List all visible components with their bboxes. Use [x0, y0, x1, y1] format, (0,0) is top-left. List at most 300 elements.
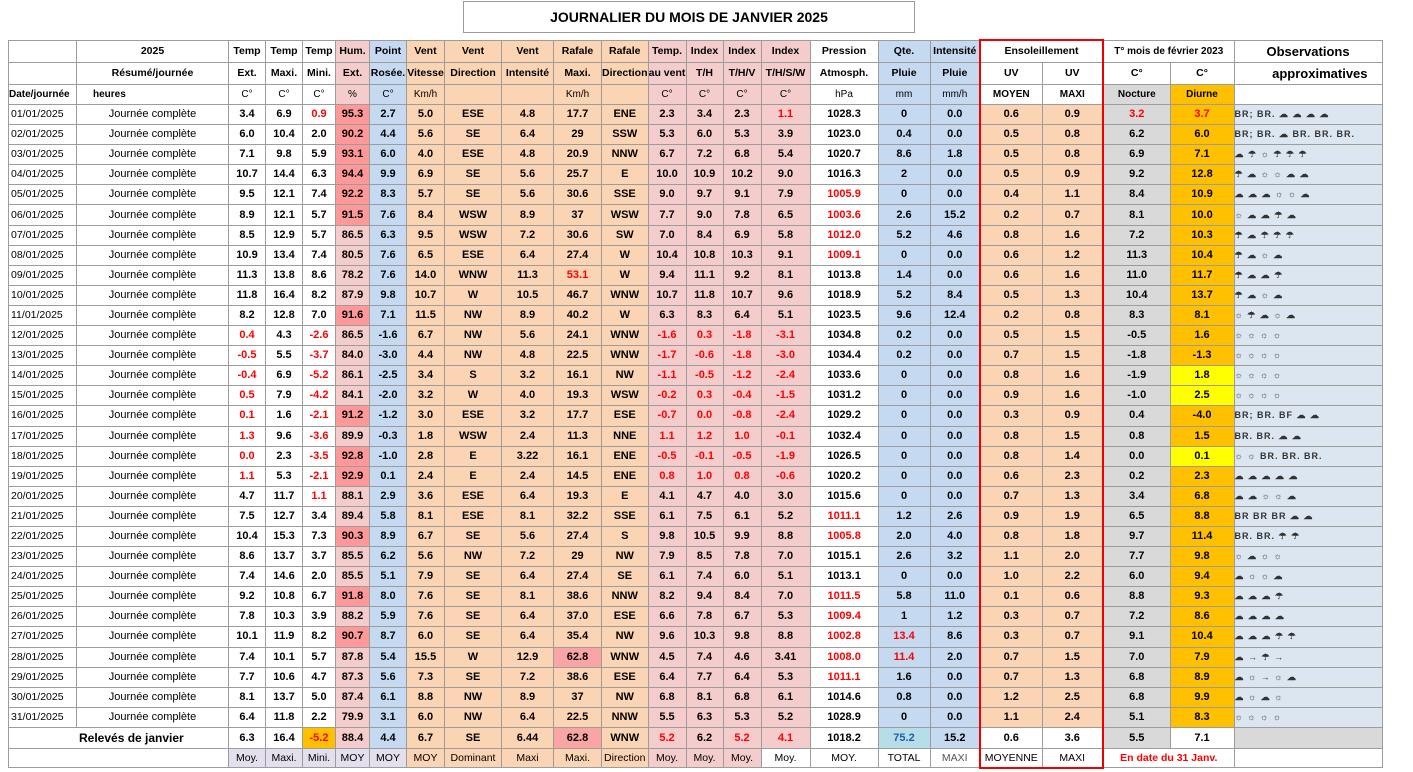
row-value: 0.9 [980, 386, 1042, 406]
row-value: 8.2 [303, 285, 336, 305]
row-value: 0.0 [930, 466, 980, 486]
row-date: 11/01/2025 [9, 305, 77, 325]
table-row [9, 506, 1383, 526]
row-value: 8.9 [502, 205, 554, 225]
row-value: W [602, 245, 649, 265]
header-cell: Résumé/journée [77, 63, 229, 85]
row-value: 1005.8 [810, 526, 878, 546]
row-value: 0.0 [930, 105, 980, 125]
row-value: 8.9 [502, 305, 554, 325]
row-value: 0.8 [980, 426, 1042, 446]
row-value: 1015.6 [810, 486, 878, 506]
row-value: 3.0 [407, 406, 445, 426]
row-value: 7.7 [648, 205, 686, 225]
header-cell: Qte. [878, 40, 930, 63]
row-value: E [445, 446, 502, 466]
row-value: -1.5 [761, 386, 810, 406]
row-value: 7.9 [761, 185, 810, 205]
row-value: -1.6 [370, 326, 407, 346]
row-value: 4.6 [723, 647, 761, 667]
table-row [9, 386, 1383, 406]
row-value: 5.7 [303, 225, 336, 245]
row-value: 0.6 [980, 245, 1042, 265]
table-row [9, 245, 1383, 265]
row-value: 0 [878, 406, 930, 426]
row-value: 1.6 [1042, 265, 1103, 285]
summary-value: 75.2 [878, 727, 930, 748]
row-value: 0.9 [1042, 406, 1103, 426]
row-value: 92.2 [336, 185, 370, 205]
row-value: 25.7 [554, 165, 602, 185]
table-row [9, 647, 1383, 667]
row-value: 3.0 [761, 486, 810, 506]
header-cell: UV [1042, 63, 1103, 85]
row-value: 85.5 [336, 567, 370, 587]
row-value: 1.2 [878, 506, 930, 526]
observation-icons: ☁ ☁ ☁ ☼ ☼ ☁ [1234, 185, 1382, 205]
empty-cell [1234, 748, 1382, 768]
header-cell: Intensité [930, 40, 980, 63]
row-value: 6.1 [761, 687, 810, 707]
row-value: 5.7 [303, 205, 336, 225]
header-row-2 [9, 63, 1383, 85]
row-value: 6.0 [1103, 567, 1170, 587]
row-value: 22.5 [554, 346, 602, 366]
row-date: 25/01/2025 [9, 587, 77, 607]
row-value: 6.8 [1103, 687, 1170, 707]
row-value: 91.2 [336, 406, 370, 426]
row-day-label: Journée complète [77, 125, 229, 145]
row-value: SE [445, 667, 502, 687]
row-value: 10.9 [686, 165, 723, 185]
row-date: 17/01/2025 [9, 426, 77, 446]
row-value: 8.1 [502, 587, 554, 607]
header-cell: % [336, 85, 370, 105]
row-value: 2.4 [407, 466, 445, 486]
observation-icons: ☁ ☁ ☁ ☂ [1234, 587, 1382, 607]
table-row [9, 587, 1383, 607]
header-cell: C° [229, 85, 266, 105]
row-date: 20/01/2025 [9, 486, 77, 506]
row-value: 91.6 [336, 305, 370, 325]
header-cell: hPa [810, 85, 878, 105]
row-value: 5.3 [723, 707, 761, 727]
row-value: 2.5 [1042, 687, 1103, 707]
row-value: SE [445, 125, 502, 145]
header-cell: T/H/S/W [761, 63, 810, 85]
row-value: 6.0 [723, 567, 761, 587]
row-value: 1.3 [1042, 667, 1103, 687]
row-value: 8.3 [686, 305, 723, 325]
row-value: 1.2 [1042, 245, 1103, 265]
summary-value: -5.2 [303, 727, 336, 748]
row-value: 1028.3 [810, 105, 878, 125]
row-value: 5.5 [266, 346, 303, 366]
row-value: 6.8 [648, 687, 686, 707]
row-value: 0.9 [1042, 165, 1103, 185]
row-day-label: Journée complète [77, 285, 229, 305]
row-value: 8.4 [723, 587, 761, 607]
row-value: 1.6 [1042, 366, 1103, 386]
row-value: 7.6 [370, 205, 407, 225]
row-value: 9.0 [761, 165, 810, 185]
header-cell: T/H/V [723, 63, 761, 85]
row-value: WNW [445, 265, 502, 285]
row-value: 2.3 [723, 105, 761, 125]
summary-value: 4.1 [761, 727, 810, 748]
row-value: 6.4 [723, 305, 761, 325]
row-value: 4.0 [723, 486, 761, 506]
table-row [9, 687, 1383, 707]
unit-label: MAXI [1042, 748, 1103, 768]
header-cell: C° [266, 85, 303, 105]
row-value: 2.3 [266, 446, 303, 466]
row-value: 6.9 [266, 105, 303, 125]
row-value: 3.4 [407, 366, 445, 386]
row-value: 5.3 [761, 607, 810, 627]
observation-icons: ☼ ☼ ☼ ☼ [1234, 346, 1382, 366]
observation-icons: ☂ ☁ ☼ ☼ ☁ ☁ [1234, 165, 1382, 185]
row-value: SE [445, 567, 502, 587]
summary-value: 62.8 [554, 727, 602, 748]
row-value: 6.8 [723, 687, 761, 707]
row-value: 11.3 [502, 265, 554, 285]
row-value: 0.0 [930, 346, 980, 366]
observation-icons: ☼ ☁ ☼ ☼ [1234, 547, 1382, 567]
row-value: WNW [602, 326, 649, 346]
table-row [9, 305, 1383, 325]
row-value: 15.2 [930, 205, 980, 225]
row-value: 87.3 [336, 667, 370, 687]
row-day-label: Journée complète [77, 707, 229, 727]
row-value: 5.1 [761, 567, 810, 587]
row-value: 5.8 [761, 225, 810, 245]
row-day-label: Journée complète [77, 526, 229, 546]
observation-icons: ☁ ☁ ☁ ☂ ☂ [1234, 627, 1382, 647]
observation-icons: ☁ ☼ ☁ ☼ [1234, 687, 1382, 707]
row-value: 90.3 [336, 526, 370, 546]
row-value: 84.1 [336, 386, 370, 406]
row-value: 89.9 [336, 426, 370, 446]
row-value: 13.7 [266, 547, 303, 567]
header-cell [445, 85, 502, 105]
header-cell: Nocture [1103, 85, 1170, 105]
row-value: 1.5 [1042, 346, 1103, 366]
row-value: 9.8 [266, 145, 303, 165]
row-value: 6.6 [648, 607, 686, 627]
row-value: -1.9 [761, 446, 810, 466]
row-value: 8.2 [303, 627, 336, 647]
row-day-label: Journée complète [77, 265, 229, 285]
row-value: 2.4 [502, 466, 554, 486]
row-value: 0 [878, 466, 930, 486]
header-cell: Maxi. [554, 63, 602, 85]
row-value: 10.5 [686, 526, 723, 546]
observation-icons: ☼ ☼ ☼ ☼ [1234, 707, 1382, 727]
row-value: 29 [554, 547, 602, 567]
row-value: 8.6 [878, 145, 930, 165]
observation-icons: ☁ ☁ ☁ ☁ [1234, 607, 1382, 627]
row-value: 5.1 [761, 305, 810, 325]
row-value: 0.0 [930, 707, 980, 727]
row-value: 2.0 [1042, 547, 1103, 567]
unit-label: MOY. [810, 748, 878, 768]
row-value: 8.9 [1170, 667, 1234, 687]
row-value: 8.3 [1103, 305, 1170, 325]
row-value: 9.2 [723, 265, 761, 285]
row-value: 6.4 [502, 245, 554, 265]
row-value: 6.9 [407, 165, 445, 185]
row-value: 1.1 [648, 426, 686, 446]
row-value: 27.4 [554, 245, 602, 265]
row-value: 0.8 [1042, 125, 1103, 145]
row-date: 15/01/2025 [9, 386, 77, 406]
row-value: 9.8 [648, 526, 686, 546]
row-value: 89.4 [336, 506, 370, 526]
row-value: 1012.0 [810, 225, 878, 245]
row-value: 0 [878, 366, 930, 386]
row-value: 4.0 [407, 145, 445, 165]
row-value: 0.0 [930, 326, 980, 346]
row-value: 16.1 [554, 446, 602, 466]
row-value: 94.4 [336, 165, 370, 185]
row-value: 4.7 [303, 667, 336, 687]
table-row [9, 406, 1383, 426]
row-value: 5.6 [502, 526, 554, 546]
header-cell: Pluie [930, 63, 980, 85]
row-value: NW [445, 346, 502, 366]
row-value: 5.9 [370, 607, 407, 627]
row-value: 6.4 [502, 567, 554, 587]
unit-label: MOYENNE [980, 748, 1042, 768]
row-value: 1.8 [1170, 366, 1234, 386]
row-value: 2.7 [370, 105, 407, 125]
row-value: 9.4 [1170, 567, 1234, 587]
row-value: 3.2 [930, 547, 980, 567]
row-value: 9.6 [266, 426, 303, 446]
row-value: -1.6 [648, 326, 686, 346]
row-value: 7.0 [1103, 647, 1170, 667]
header-cell: C° [723, 85, 761, 105]
row-value: -1.0 [1103, 386, 1170, 406]
row-value: 1020.2 [810, 466, 878, 486]
summary-row [9, 727, 1383, 748]
header-cell: UV [980, 63, 1042, 85]
row-value: 0.0 [930, 667, 980, 687]
row-value: 9.9 [370, 165, 407, 185]
row-value: -3.6 [303, 426, 336, 446]
header-cell: Temp [303, 40, 336, 63]
row-value: 11.8 [686, 285, 723, 305]
row-value: 7.9 [648, 547, 686, 567]
row-value: SE [445, 627, 502, 647]
row-value: 79.9 [336, 707, 370, 727]
unit-label: Maxi. [266, 748, 303, 768]
row-value: 6.5 [1103, 506, 1170, 526]
row-value: 3.2 [502, 366, 554, 386]
row-value: 6.3 [686, 707, 723, 727]
row-date: 06/01/2025 [9, 205, 77, 225]
row-value: 11.3 [554, 426, 602, 446]
row-value: 8.6 [930, 627, 980, 647]
row-value: 5.1 [370, 567, 407, 587]
row-value: 0.8 [878, 687, 930, 707]
row-value: 6.2 [370, 547, 407, 567]
row-value: 1.5 [1042, 326, 1103, 346]
row-value: 8.8 [1103, 587, 1170, 607]
row-value: 1.1 [229, 466, 266, 486]
row-day-label: Journée complète [77, 627, 229, 647]
row-value: NNE [602, 426, 649, 446]
row-date: 23/01/2025 [9, 547, 77, 567]
row-date: 07/01/2025 [9, 225, 77, 245]
row-value: 5.7 [303, 647, 336, 667]
header-cell [502, 85, 554, 105]
observation-icons: ☼ ☼ ☼ ☼ [1234, 326, 1382, 346]
row-value: 10.3 [686, 627, 723, 647]
row-value: 7.8 [723, 205, 761, 225]
summary-value: 5.5 [1103, 727, 1170, 748]
row-value: 7.0 [303, 305, 336, 325]
row-value: 0.0 [930, 406, 980, 426]
row-value: ESE [445, 245, 502, 265]
row-value: -0.5 [686, 366, 723, 386]
row-value: -0.6 [686, 346, 723, 366]
row-value: 1.1 [1042, 185, 1103, 205]
row-value: 10.6 [266, 667, 303, 687]
row-value: 1020.7 [810, 145, 878, 165]
row-value: 86.5 [336, 326, 370, 346]
row-value: 2.2 [303, 707, 336, 727]
row-day-label: Journée complète [77, 105, 229, 125]
row-value: 0 [878, 486, 930, 506]
row-value: 0.6 [1042, 587, 1103, 607]
row-date: 13/01/2025 [9, 346, 77, 366]
row-value: 10.9 [229, 245, 266, 265]
row-value: 14.0 [407, 265, 445, 285]
row-value: 92.9 [336, 466, 370, 486]
row-value: 1009.1 [810, 245, 878, 265]
page-title: JOURNALIER DU MOIS DE JANVIER 2025 [463, 1, 915, 33]
row-value: 10.7 [229, 165, 266, 185]
row-value: 10.3 [266, 607, 303, 627]
row-value: 3.2 [407, 386, 445, 406]
table-row [9, 225, 1383, 245]
row-value: 9.4 [648, 265, 686, 285]
row-value: WNW [602, 647, 649, 667]
row-value: 9.6 [878, 305, 930, 325]
row-value: WSW [445, 205, 502, 225]
row-value: 1.0 [686, 466, 723, 486]
row-value: 15.5 [407, 647, 445, 667]
row-value: 1031.2 [810, 386, 878, 406]
row-value: 2.0 [303, 567, 336, 587]
row-date: 08/01/2025 [9, 245, 77, 265]
row-value: 7.0 [761, 587, 810, 607]
row-value: -1.8 [723, 346, 761, 366]
row-value: 3.6 [407, 486, 445, 506]
row-value: -0.6 [761, 466, 810, 486]
row-value: 5.4 [761, 145, 810, 165]
row-value: 62.8 [554, 647, 602, 667]
summary-value: 3.6 [1042, 727, 1103, 748]
header-cell [1234, 85, 1382, 105]
header-cell: C° [648, 85, 686, 105]
row-value: 27.4 [554, 526, 602, 546]
row-value: 1013.8 [810, 265, 878, 285]
row-value: SE [445, 587, 502, 607]
observation-icons: BR BR BR ☁ ☁ [1234, 506, 1382, 526]
row-value: 6.3 [303, 165, 336, 185]
row-value: NW [445, 326, 502, 346]
row-value: 0.5 [980, 145, 1042, 165]
row-value: 1.6 [1170, 326, 1234, 346]
row-value: 86.5 [336, 225, 370, 245]
observation-icons: BR. BR. ☂ ☂ [1234, 526, 1382, 546]
row-value: SSE [602, 506, 649, 526]
header-cell: C° [1170, 63, 1234, 85]
observation-icons: ☁ ☼ ☼ ☁ [1234, 567, 1382, 587]
row-day-label: Journée complète [77, 587, 229, 607]
row-value: 0.0 [229, 446, 266, 466]
row-value: 0.0 [930, 567, 980, 587]
row-value: 7.4 [229, 567, 266, 587]
row-value: 8.6 [1170, 607, 1234, 627]
header-cell: Hum. [336, 40, 370, 63]
row-value: 7.2 [1103, 607, 1170, 627]
row-date: 22/01/2025 [9, 526, 77, 546]
row-value: 0.2 [878, 346, 930, 366]
row-value: 13.4 [266, 245, 303, 265]
row-date: 31/01/2025 [9, 707, 77, 727]
row-value: -2.1 [303, 406, 336, 426]
row-value: 0 [878, 386, 930, 406]
table-row [9, 486, 1383, 506]
row-value: 10.0 [1170, 205, 1234, 225]
row-value: 8.3 [1170, 707, 1234, 727]
row-day-label: Journée complète [77, 366, 229, 386]
row-value: 7.4 [303, 185, 336, 205]
row-value: 6.9 [1103, 145, 1170, 165]
row-value: 80.5 [336, 245, 370, 265]
header-row-1 [9, 40, 1383, 63]
row-value: 9.0 [648, 185, 686, 205]
row-value: NW [445, 305, 502, 325]
row-value: 0.7 [980, 486, 1042, 506]
row-value: 7.7 [686, 667, 723, 687]
row-value: 12.1 [266, 205, 303, 225]
row-value: 6.2 [1103, 125, 1170, 145]
row-value: 10.7 [723, 285, 761, 305]
row-value: 8.1 [229, 687, 266, 707]
table-row [9, 607, 1383, 627]
row-value: SW [602, 225, 649, 245]
row-value: 9.5 [229, 185, 266, 205]
row-value: 8.9 [502, 687, 554, 707]
header-cell: Vent [407, 40, 445, 63]
row-value: 1.6 [1042, 386, 1103, 406]
row-value: 95.3 [336, 105, 370, 125]
header-cell: Mini. [303, 63, 336, 85]
row-value: 0.5 [980, 125, 1042, 145]
row-value: -0.1 [686, 446, 723, 466]
table-row [9, 366, 1383, 386]
header-cell: Ext. [336, 63, 370, 85]
row-value: 0.1 [370, 466, 407, 486]
row-value: 0.8 [980, 526, 1042, 546]
row-date: 02/01/2025 [9, 125, 77, 145]
row-value: 93.1 [336, 145, 370, 165]
